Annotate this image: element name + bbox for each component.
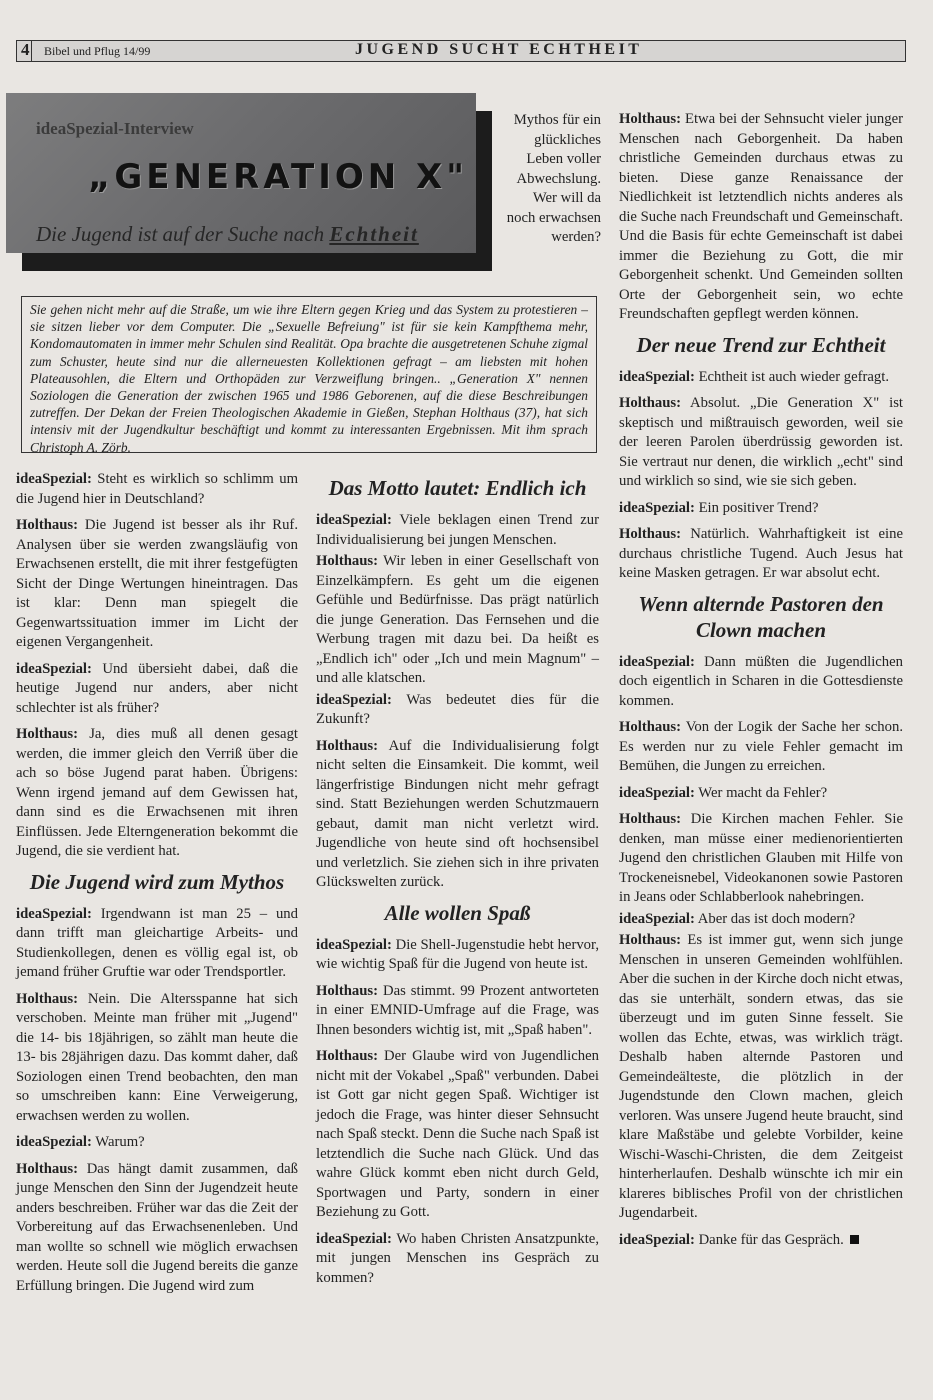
interview-paragraph: [16, 725, 298, 862]
speaker-label: ideaSpezial:: [16, 471, 92, 487]
page-number: 4: [21, 40, 30, 59]
paragraph-text: Die Kirchen machen Fehler. Sie denken, man müsse einer medienorientierten Jugend den christlichen Glauben mit Hilfe von Trockeneisnebel, Videokanonen sowie Pastoren in Jeans oder Schlabberlook nahebringen.: [619, 811, 903, 905]
interview-paragraph: [619, 1231, 903, 1251]
interview-paragraph: [619, 810, 903, 908]
paragraph-text: Was bedeutet dies für die Zukunft?: [316, 691, 599, 727]
interview-paragraph: [619, 525, 903, 584]
interview-paragraph: [316, 511, 599, 550]
interview-paragraph: [619, 110, 903, 325]
interview-paragraph: [16, 660, 298, 719]
article-column-1: [16, 470, 298, 1303]
interview-paragraph: [619, 931, 903, 1224]
interview-paragraph: [316, 737, 599, 893]
paragraph-text: Danke für das Gespräch.: [694, 1231, 844, 1248]
paragraph-text: Auf die Individualisierung folgt nicht selten die Einsamkeit. Die kommt, weil längerfristige Bindungen nicht mehr gefragt sind. Statt Beziehungen werden Schutzmauern gebaut, damit man nicht verletzt wird. Jugendliche von heute sind oft hochsensibel und verletzlich. Sie ziehen sich in ihre privaten Glückswelten zurück.: [316, 737, 599, 890]
speaker-label: Holthaus:: [16, 1160, 79, 1177]
interview-paragraph: [16, 905, 298, 983]
interview-paragraph: [619, 653, 903, 712]
banner-title: „GENERATION X": [88, 157, 468, 197]
interview-paragraph: [619, 910, 903, 930]
speaker-label: ideaSpezial:: [619, 499, 695, 516]
paragraph-text: Etwa bei der Sehnsucht vieler junger Menschen nach Geborgenheit. Da haben christliche Gemeinden durchaus etwas zu bieten. Diese ganze Renaissance der Niedlichkeit ist letztendlich nichts anderes als die Suche nach Freundschaft und Gemeinschaft. Und die Basis für echte Gemeinschaft ist dabei immer die Beziehung zu Gott, die mir Geborgenheit schenkt. Und Gemeinden sollten Orte der Geborgenheit sein, wo echte Freundschaften gepflegt werden können.: [619, 111, 903, 322]
interview-paragraph: [316, 982, 599, 1041]
speaker-label: Holthaus:: [316, 982, 379, 999]
article-column-3: [619, 110, 903, 1257]
speaker-label: ideaSpezial:: [16, 905, 92, 922]
speaker-label: ideaSpezial:: [619, 368, 695, 385]
paragraph-text: Viele beklagen einen Trend zur Individualisierung bei jungen Menschen.: [316, 512, 599, 548]
paragraph-text: Absolut. „Die Generation X" ist skeptisch und mißtrauisch geworden, weil sie der leeren Parolen überdrüssig geworden ist. Sie vertraut nur denen, die wirklich „echt" sind und wirklich so sind, wie sie sich geben.: [619, 395, 903, 489]
paragraph-text: Wir leben in einer Gesellschaft von Einzelkämpfern. Es geht um die eigenen Gefühle und Bedürfnisse. Das prägt natürlich die junge Generation. Das Fernsehen und die Werbung tragen mit dazu bei. Da heißt es „Endlich ich" oder „Ich und mein Magnum" – und alle klatschen.: [316, 553, 599, 686]
paragraph-text: Irgendwann ist man 25 – und dann trifft man gleichartige Arbeits- und Studienkollegen, denen es völlig egal ist, ob jemand früher Gruftie war oder Trendsportler.: [16, 905, 298, 980]
paragraph-text: Aber das ist doch modern?: [694, 910, 856, 927]
interview-paragraph: [619, 784, 903, 804]
speaker-label: Holthaus:: [16, 726, 79, 742]
speaker-label: Holthaus:: [16, 517, 79, 533]
interview-paragraph: [316, 936, 599, 975]
intro-box: Sie gehen nicht mehr auf die Straße, um wie ihre Eltern gegen Krieg und das System zu protestieren – sie sitzen lieber vor dem Computer. Die „Sexuelle Befreiung" ist für sie kein Kampfthema mehr, Kondomautomaten in immer mehr Schulen sind Realität. Opa brachte die ausgetretenen Schuhe zigmal zum Schuster, heute sind nur die allerneuesten Kollektionen gefragt – am liebsten mit hohen Plateausohlen, die Eltern und Orthopäden zur Verzweiflung bringen.. „Generation X" nennen Soziologen die Generation der zwischen 1965 und 1986 Geborenen, auf die diese Beschreibungen zutreffen. Der Dekan der Freien Theologischen Akademie in Gießen, Stephan Holthaus (37), hat sich intensiv mit der Jugendkultur beschäftigt und kommt zu interessanten Ergebnissen. Mit ihm sprach Christoph A. Zörb.: [21, 296, 597, 453]
speaker-label: Holthaus:: [619, 526, 682, 542]
interview-paragraph: [16, 470, 298, 509]
section-title: JUGEND SUCHT ECHTHEIT: [355, 41, 643, 58]
paragraph-text: Die Jugend ist besser als ihr Ruf. Analysen über sie werden zwangsläufig von Erwachsenen erstellt, die mit ihrer festgefügten Sicht der Dinge Wertungen hineintragen. Das ist klar: Denn man spiegelt die Gegenwartssituation immer im Licht der eigenen Vergangenheit.: [16, 517, 298, 650]
interview-paragraph: [16, 1160, 298, 1297]
interview-paragraph: [619, 368, 903, 388]
paragraph-text: Steht es wirklich so schlimm um die Jugend hier in Deutschland?: [16, 471, 298, 507]
subheading: Alle wollen Spaß: [384, 900, 531, 925]
article-column-2: [316, 468, 599, 1295]
paragraph-text: Die Shell-Jugenstudie hebt hervor, wie wichtig Spaß für die Jugend von heute ist.: [316, 936, 599, 972]
speaker-label: Holthaus:: [316, 1048, 379, 1064]
speaker-label: Holthaus:: [316, 553, 379, 569]
interview-paragraph: [619, 394, 903, 492]
speaker-label: ideaSpezial:: [316, 691, 392, 708]
paragraph-text: Von der Logik der Sache her schon. Es werden nur zu viele Fehler gemacht im Bemühen, die Jungen zu erreichen.: [619, 719, 903, 774]
speaker-label: ideaSpezial:: [619, 784, 695, 801]
paragraph-text: Ein positiver Trend?: [694, 499, 819, 516]
speaker-label: Holthaus:: [619, 395, 682, 411]
interview-paragraph: [316, 691, 599, 730]
speaker-label: ideaSpezial:: [16, 1134, 92, 1150]
end-of-article-mark: [850, 1235, 859, 1244]
speaker-label: ideaSpezial:: [316, 936, 392, 953]
speaker-label: ideaSpezial:: [316, 1230, 392, 1247]
speaker-label: Holthaus:: [619, 719, 682, 735]
interview-paragraph: [16, 516, 298, 653]
paragraph-text: Und übersieht dabei, daß die heutige Jugend nur anders, aber nicht schlechter ist als früher?: [16, 660, 298, 716]
banner-kicker: ideaSpezial-Interview: [36, 119, 194, 138]
interview-paragraph: [619, 718, 903, 777]
subheading: Wenn alternde Pastoren den Clown machen: [638, 591, 884, 642]
banner-subtitle: [36, 222, 419, 247]
paragraph-text: Wo haben Christen Ansatzpunkte, mit jungen Menschen ins Gespräch zu kommen?: [316, 1230, 599, 1286]
speaker-label: Holthaus:: [619, 811, 682, 827]
interview-banner: [6, 93, 476, 253]
page-header: [16, 40, 906, 62]
paragraph-text: Nein. Die Altersspanne hat sich verschoben. Meinte man früher mit „Jugend" die 14- bis 18jährigen, so zählt man heute die 13- bis 28jährigen dazu. Das kommt daher, daß Soziologen einen Trend beobachten, den man so umschreiben kann: Eine Verweigerung, erwachsen werden zu wollen.: [16, 990, 298, 1124]
speaker-label: Holthaus:: [619, 932, 682, 948]
interview-paragraph: [16, 1133, 298, 1153]
subheading: Das Motto lautet: Endlich ich: [328, 476, 587, 500]
paragraph-text: Es ist immer gut, wenn sich junge Menschen in unseren Gemeinden wohlfühlen. Aber die suchen in der Kirche doch nicht etwas, das sie unterhält, sondern etwas, das sie überzeugt und im guten Sinne fesselt. Sie wollen das Echte, etwas, was wirklich trägt. Deshalb haben alternde Pastoren und Gemeindeälteste, die plötzlich in der Jugendstunde den Clown machen, gleich verloren. Was unsere Jugend heute braucht, sind klare Maßstäbe und gelebte Vorbilder, keine Wischi-Waschi-Christen, die dem Zeitgeist hinterherlaufen. Deshalb wünschte ich mir ein klareres biblisches Profil von der christlichen Jugendarbeit.: [619, 932, 903, 1221]
paragraph-text: Wer macht da Fehler?: [694, 784, 828, 801]
speaker-label: ideaSpezial:: [619, 910, 695, 927]
paragraph-text: Ja, dies muß all denen gesagt werden, die immer gleich den Verriß über die ach so böse Jugend parat haben. Übrigens: Wenn irgend jemand auf dem Gewissen hat, dann sind es die Erwachsenen mit ihren Einflüssen. Jede Elterngeneration bekommt die Jugend, die sie verdient hat.: [16, 726, 298, 859]
subheading: Die Jugend wird zum Mythos: [29, 869, 285, 894]
interview-paragraph: [16, 990, 298, 1127]
speaker-label: Holthaus:: [619, 111, 682, 127]
paragraph-text: Echtheit ist auch wieder gefragt.: [694, 368, 890, 385]
interview-paragraph: [316, 552, 599, 689]
paragraph-text: Natürlich. Wahrhaftigkeit ist eine durchaus christliche Tugend. Auch Jesus hat keine Masken getragen. Er war absolut echt.: [619, 526, 903, 581]
interview-paragraph: [316, 1230, 599, 1289]
paragraph-text: Der Glaube wird von Jugendlichen nicht mit der Vokabel „Spaß" verbunden. Dabei ist Gott gar nicht gegen Spaß. Wichtiger ist jedoch die Frage, was hinter dieser Sehnsucht nach Spaß steckt. Denn die Suche nach Spaß ist letztendlich die Suche nach Glück. Und das wahre Glück kommt eben nicht durch Geld, Sportwagen und Party, sondern in einer Beziehung zu Gott.: [316, 1048, 599, 1220]
paragraph-text: Das hängt damit zusammen, daß junge Menschen den Sinn der Jugendzeit heute anders beschreiben. Früher war das die Zeit der Vorbereitung auf das Erwachsenenleben. Und man wollte so schnell wie möglich erwachsen werden. Heute soll die Jugend bereits die ganze Erfüllung bringen. Die Jugend wird zum: [16, 1160, 298, 1294]
speaker-label: ideaSpezial:: [316, 512, 392, 528]
speaker-label: Holthaus:: [16, 990, 79, 1007]
paragraph-text: Warum?: [91, 1134, 145, 1150]
interview-paragraph: [316, 1047, 599, 1223]
banner-subtitle-keyword: Echtheit: [329, 222, 419, 246]
paragraph-text: Dann müßten die Jugendlichen doch eigentlich in Scharen in die Gottesdienste kommen.: [619, 653, 903, 709]
speaker-label: ideaSpezial:: [619, 653, 695, 670]
banner-subtitle-text: Die Jugend ist auf der Suche nach: [36, 222, 330, 246]
publication-label: Bibel und Pflug 14/99: [44, 44, 151, 58]
speaker-label: Holthaus:: [316, 737, 379, 754]
subheading: Der neue Trend zur Echtheit: [636, 332, 886, 357]
speaker-label: ideaSpezial:: [619, 1231, 695, 1248]
paragraph-text: Das stimmt. 99 Prozent antworteten in einer EMNID-Umfrage auf die Frage, was Ihnen besonders wichtig ist, mit „Spaß haben".: [316, 982, 599, 1038]
column-snippet: Mythos für ein glückliches Leben voller Abwechslung. Wer will da noch erwachsen werden?: [506, 112, 601, 245]
speaker-label: ideaSpezial:: [16, 660, 92, 677]
interview-paragraph: [619, 499, 903, 519]
